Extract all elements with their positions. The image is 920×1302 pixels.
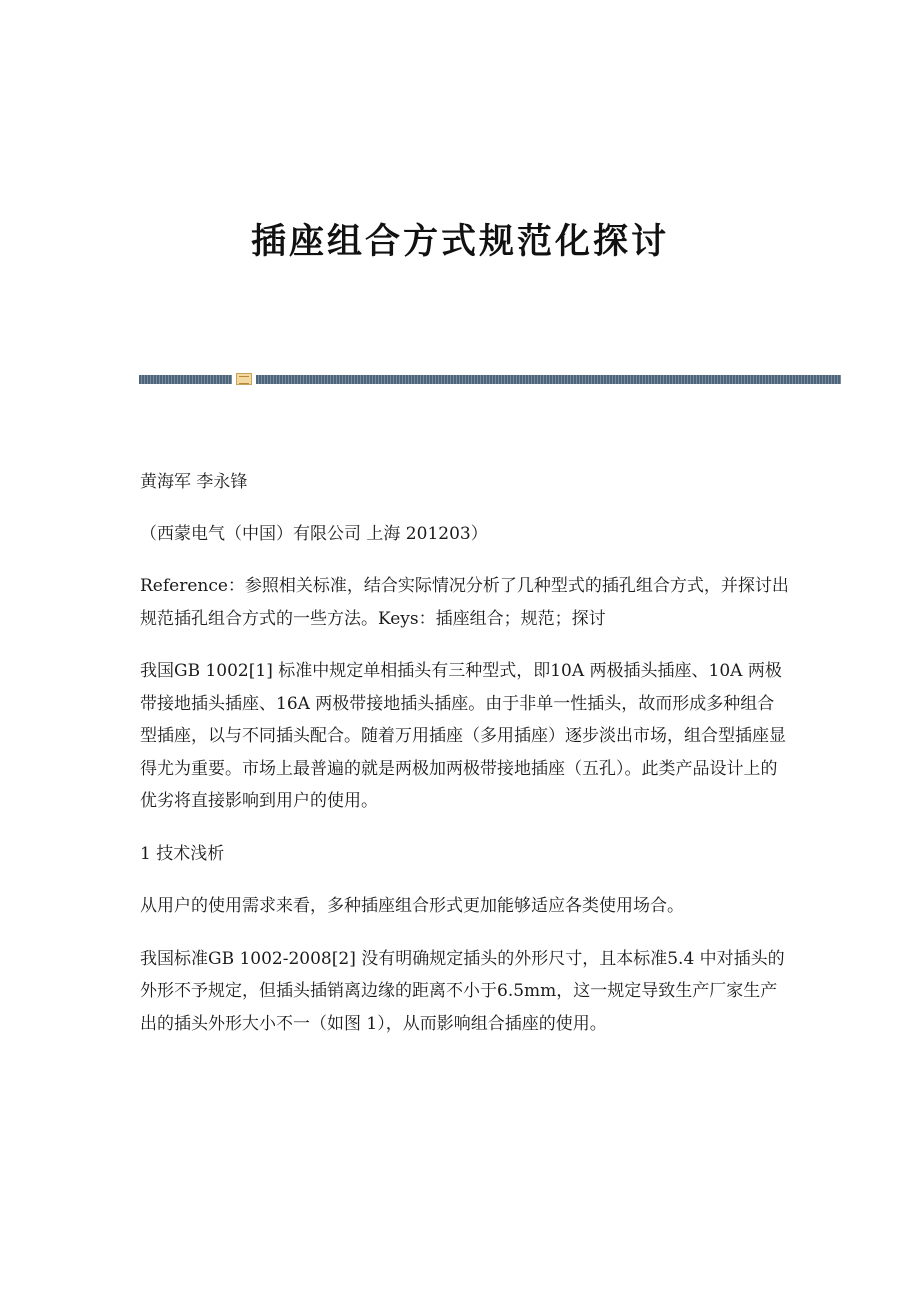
section-heading: 1 技术浅析 xyxy=(140,843,225,864)
abstract: Reference：参照相关标准，结合实际情况分析了几种型式的插孔组合方式，并探讨出规范插孔组合方式的一些方法。Keys：插座组合；规范；探讨 xyxy=(140,576,789,629)
document-body xyxy=(140,466,790,1060)
paragraph: 我国GB 1002[1] 标准中规定单相插头有三种型式，即10A 两极插头插座、10A 两极带接地插头插座、16A 两极带接地插头插座。由于非单一性插头，故而形成多种组合型插座，以与不同插头配合。随着万用插座（多用插座）逐步淡出市场，组合型插座显得尤为重要。市场上最普遍的就是两极加两极带接地插座（五孔）。此类产品设计上的优劣将直接影响到用户的使用。 xyxy=(140,661,786,811)
envelope-icon xyxy=(236,373,252,385)
authors: 黄海军 李永锋 xyxy=(140,472,248,492)
paragraph: 我国标准GB 1002-2008[2] 没有明确规定插头的外形尺寸，且本标准5.4 中对插头的外形不予规定，但插头插销离边缘的距离不小于6.5mm，这一规定导致生产厂家生产出的插头外形大小不一（如图 1），从而影响组合插座的使用。 xyxy=(140,948,785,1034)
paragraph: 从用户的使用需求来看，多种插座组合形式更加能够适应各类使用场合。 xyxy=(140,896,684,916)
document-title: 插座组合方式规范化探讨 xyxy=(250,222,669,262)
divider-bar-right xyxy=(256,375,841,384)
affiliation: （西蒙电气（中国）有限公司 上海 201203） xyxy=(140,523,488,544)
title-divider xyxy=(139,375,841,384)
divider-bar-left xyxy=(139,375,232,384)
